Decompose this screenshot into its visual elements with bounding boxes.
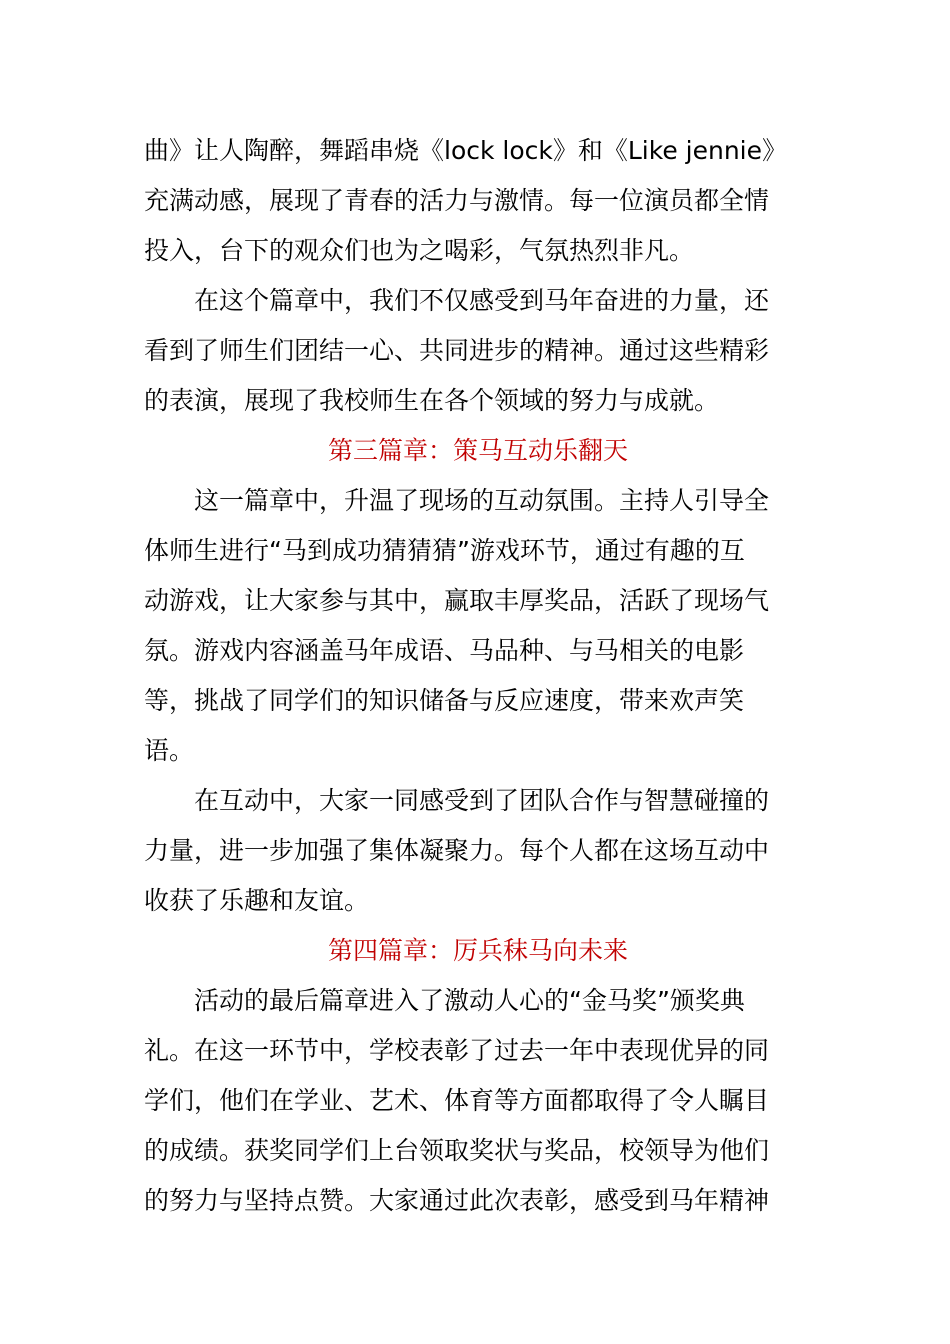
document-body [144,126,812,1226]
paragraph-line: 收获了乐趣和友谊。 [144,886,370,915]
paragraph-line: 学们，他们在学业、艺术、体育等方面都取得了令人瞩目 [144,1086,770,1115]
paragraph-line: 这一篇章中，升温了现场的互动氛围。主持人引导全 [194,486,770,515]
paragraph-line: 氛。游戏内容涵盖马年成语、马品种、与马相关的电影 [144,636,745,665]
paragraph-line: 曲》让人陶醉，舞蹈串烧《lock lock》和《Like jennie》 [144,136,788,165]
paragraph-line: 充满动感，展现了青春的活力与激情。每一位演员都全情 [144,186,770,215]
paragraph-line: 礼。在这一环节中，学校表彰了过去一年中表现优异的同 [144,1036,770,1065]
paragraph-line: 等，挑战了同学们的知识储备与反应速度，带来欢声笑 [144,686,745,715]
paragraph-line: 看到了师生们团结一心、共同进步的精神。通过这些精彩 [144,336,770,365]
section-heading: 第三篇章：策马互动乐翻天 [327,436,628,465]
paragraph-line: 的成绩。获奖同学们上台领取奖状与奖品，校领导为他们 [144,1136,770,1165]
paragraph-line: 的努力与坚持点赞。大家通过此次表彰，感受到马年精神 [144,1186,770,1215]
paragraph-line: 活动的最后篇章进入了激动人心的“金马奖”颁奖典 [194,986,745,1015]
paragraph-line: 力量，进一步加强了集体凝聚力。每个人都在这场互动中 [144,836,770,865]
paragraph-line: 在互动中，大家一同感受到了团队合作与智慧碰撞的 [194,786,770,815]
paragraph-line: 体师生进行“马到成功猜猜猜”游戏环节，通过有趣的互 [144,536,745,565]
paragraph-line: 投入，台下的观众们也为之喝彩，气氛热烈非凡。 [144,236,695,265]
paragraph-line: 的表演，展现了我校师生在各个领域的努力与成就。 [144,386,720,415]
section-heading: 第四篇章：厉兵秣马向未来 [327,936,628,965]
paragraph-line: 语。 [144,736,195,765]
paragraph-line: 在这个篇章中，我们不仅感受到马年奋进的力量，还 [194,286,770,315]
paragraph-line: 动游戏，让大家参与其中，赢取丰厚奖品，活跃了现场气 [144,586,770,615]
